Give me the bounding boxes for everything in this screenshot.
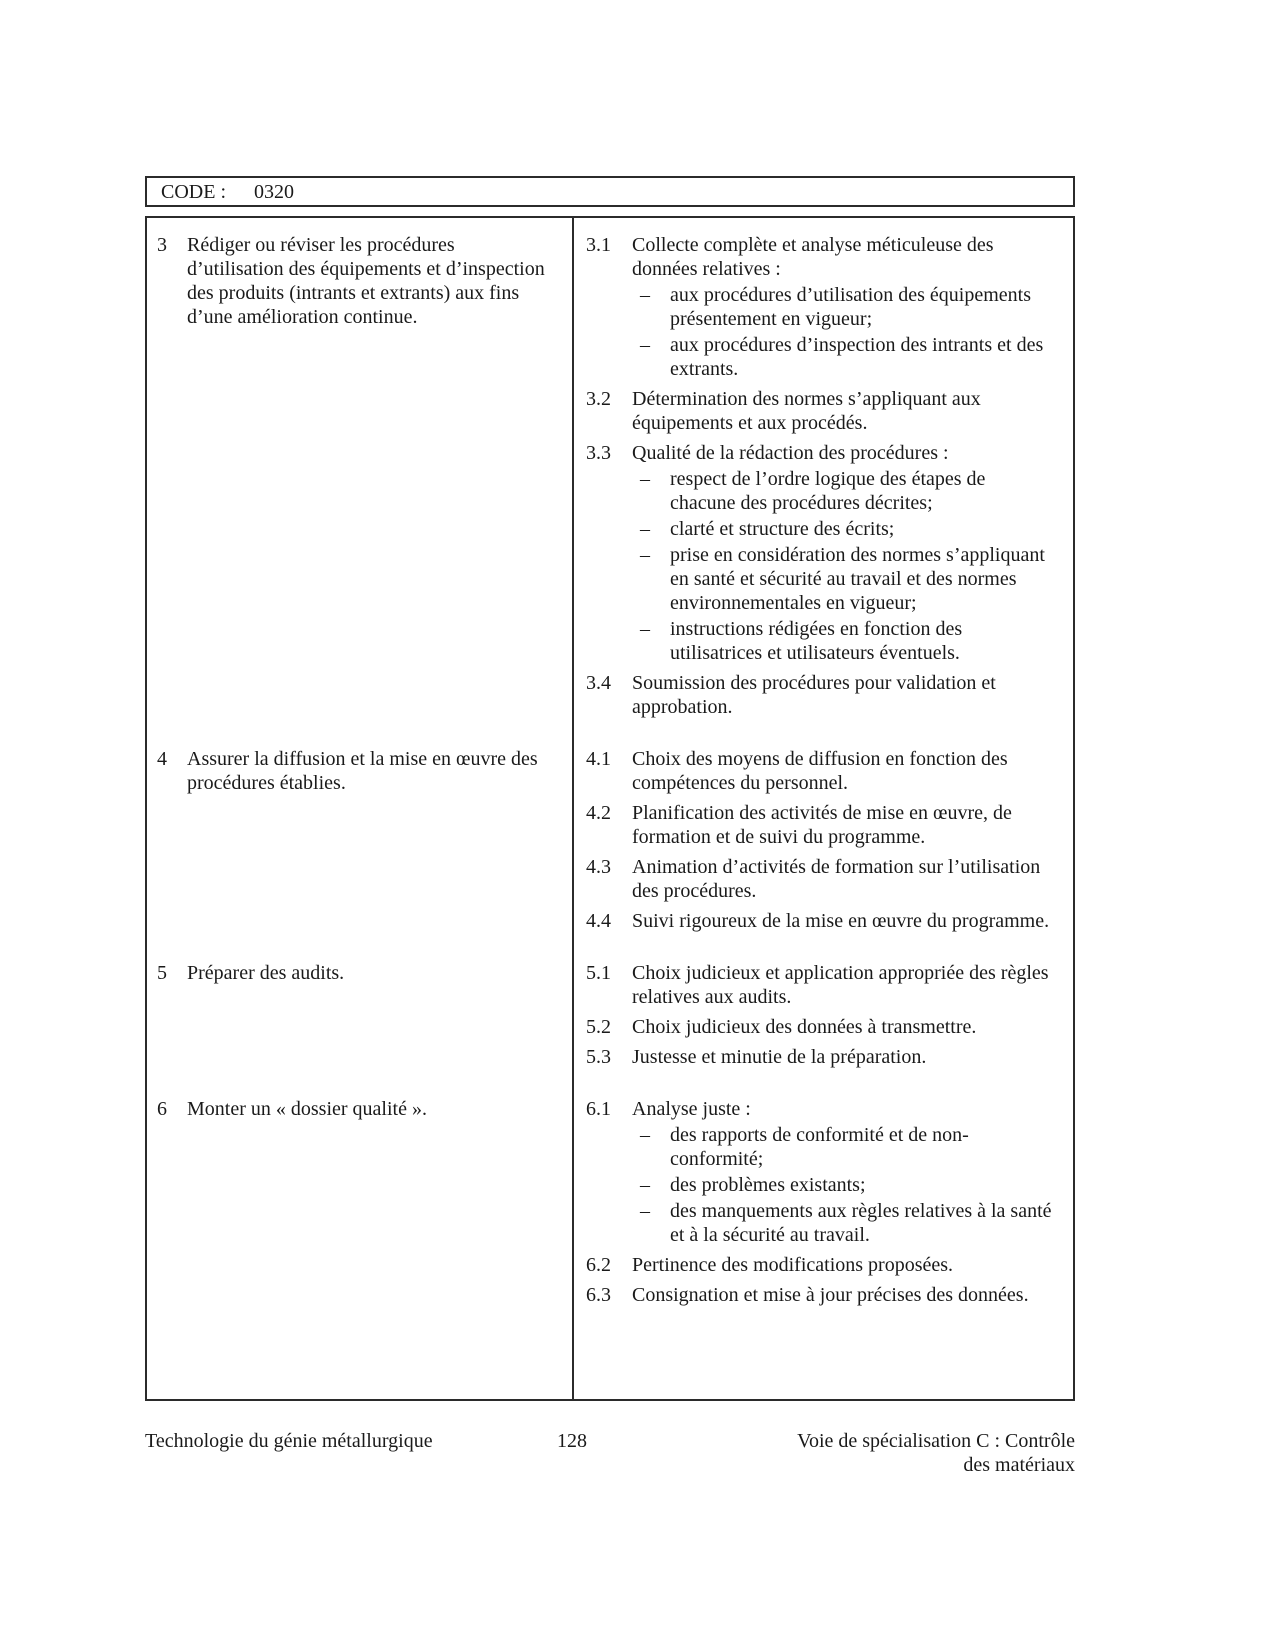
criterion-text: Choix des moyens de diffusion en fonction des compétences du personnel. bbox=[632, 748, 1008, 794]
bullet-text: aux procédures d’inspection des intrants et des extrants. bbox=[670, 334, 1044, 380]
bullet-text: instructions rédigées en fonction des utilisatrices et utilisateurs éventuels. bbox=[670, 618, 963, 664]
criterion-item bbox=[586, 671, 1055, 719]
dash-marker: – bbox=[640, 1200, 650, 1222]
bullet-item bbox=[632, 333, 1055, 381]
dash-marker: – bbox=[640, 1124, 650, 1146]
criterion-text: Détermination des normes s’appliquant aux équipements et aux procédés. bbox=[632, 388, 981, 434]
criterion-body bbox=[632, 387, 1055, 435]
task-cell bbox=[147, 961, 574, 1069]
criterion-text: Planification des activités de mise en œuvre, de formation et de suivi du programme. bbox=[632, 802, 1012, 848]
criterion-body bbox=[632, 909, 1055, 933]
criterion-number: 5.1 bbox=[586, 962, 611, 984]
task-text: Monter un « dossier qualité ». bbox=[187, 1098, 427, 1120]
criterion-body bbox=[632, 441, 1055, 665]
dash-marker: – bbox=[640, 468, 650, 490]
table-row bbox=[147, 747, 1073, 933]
criterion-number: 3.3 bbox=[586, 442, 611, 464]
code-label: CODE : bbox=[161, 180, 226, 203]
criterion-item bbox=[586, 1253, 1055, 1277]
bullet-text: des rapports de conformité et de non-conformité; bbox=[670, 1124, 969, 1170]
criterion-body bbox=[632, 1097, 1055, 1247]
criteria-table-body bbox=[147, 233, 1073, 1307]
criterion-number: 3.2 bbox=[586, 388, 611, 410]
bullet-item bbox=[632, 517, 1055, 541]
criterion-item bbox=[586, 747, 1055, 795]
criterion-number: 4.4 bbox=[586, 910, 611, 932]
criterion-number: 6.1 bbox=[586, 1098, 611, 1120]
code-value: 0320 bbox=[254, 180, 294, 203]
criterion-item bbox=[586, 387, 1055, 435]
task-text: Assurer la diffusion et la mise en œuvre des procédures établies. bbox=[187, 748, 538, 794]
footer-section-line1: Voie de spécialisation C : Contrôle bbox=[797, 1430, 1075, 1452]
dash-marker: – bbox=[640, 618, 650, 640]
criterion-body bbox=[632, 1015, 1055, 1039]
criterion-number: 6.3 bbox=[586, 1284, 611, 1306]
footer-section-title bbox=[775, 1429, 1075, 1477]
criterion-text: Analyse juste : bbox=[632, 1098, 751, 1120]
column-divider bbox=[572, 218, 574, 1399]
criterion-number: 4.1 bbox=[586, 748, 611, 770]
bullet-item bbox=[632, 1173, 1055, 1197]
table-row bbox=[147, 1097, 1073, 1307]
task-number: 3 bbox=[157, 234, 167, 256]
criterion-body bbox=[632, 1045, 1055, 1069]
criterion-text: Animation d’activités de formation sur l’utilisation des procédures. bbox=[632, 856, 1041, 902]
criterion-text: Qualité de la rédaction des procédures : bbox=[632, 442, 949, 464]
criterion-body bbox=[632, 671, 1055, 719]
dash-marker: – bbox=[640, 334, 650, 356]
document-page bbox=[145, 176, 1075, 1477]
criterion-number: 6.2 bbox=[586, 1254, 611, 1276]
bullet-text: aux procédures d’utilisation des équipements présentement en vigueur; bbox=[670, 284, 1032, 330]
criterion-item bbox=[586, 441, 1055, 665]
bullet-text: des problèmes existants; bbox=[670, 1174, 866, 1196]
criterion-body bbox=[632, 1253, 1055, 1277]
criteria-cell bbox=[574, 233, 1073, 719]
criteria-table bbox=[145, 216, 1075, 1401]
criteria-cell bbox=[574, 961, 1073, 1069]
criterion-text: Choix judicieux et application appropriée des règles relatives aux audits. bbox=[632, 962, 1049, 1008]
footer-page-number: 128 bbox=[557, 1430, 587, 1452]
bullet-item bbox=[632, 543, 1055, 615]
dash-marker: – bbox=[640, 544, 650, 566]
task-number: 4 bbox=[157, 748, 167, 770]
task-cell bbox=[147, 233, 574, 719]
task-text: Rédiger ou réviser les procédures d’utilisation des équipements et d’inspection des produits (intrants et extrants) aux fins d’une amélioration continue. bbox=[187, 234, 545, 328]
bullet-text: prise en considération des normes s’appliquant en santé et sécurité au travail et des normes environnementales en vigueur; bbox=[670, 544, 1045, 614]
bullet-item bbox=[632, 1123, 1055, 1171]
table-row bbox=[147, 961, 1073, 1069]
criterion-text: Consignation et mise à jour précises des données. bbox=[632, 1284, 1029, 1306]
criterion-body bbox=[632, 855, 1055, 903]
criterion-number: 5.3 bbox=[586, 1046, 611, 1068]
criteria-cell bbox=[574, 1097, 1073, 1307]
dash-marker: – bbox=[640, 284, 650, 306]
task-cell bbox=[147, 747, 574, 933]
criterion-item bbox=[586, 1045, 1055, 1069]
criterion-number: 4.3 bbox=[586, 856, 611, 878]
criterion-item bbox=[586, 909, 1055, 933]
criterion-item bbox=[586, 961, 1055, 1009]
dash-marker: – bbox=[640, 518, 650, 540]
task-text: Préparer des audits. bbox=[187, 962, 345, 984]
code-header-box bbox=[145, 176, 1075, 207]
criterion-body bbox=[632, 801, 1055, 849]
task-number: 6 bbox=[157, 1098, 167, 1120]
criterion-item bbox=[586, 1283, 1055, 1307]
criterion-number: 3.4 bbox=[586, 672, 611, 694]
criterion-item bbox=[586, 801, 1055, 849]
footer-section-line2: des matériaux bbox=[963, 1454, 1075, 1476]
page-footer bbox=[145, 1429, 1075, 1477]
task-cell bbox=[147, 1097, 574, 1307]
criterion-body bbox=[632, 1283, 1055, 1307]
bullet-item bbox=[632, 467, 1055, 515]
criterion-number: 5.2 bbox=[586, 1016, 611, 1038]
criteria-cell bbox=[574, 747, 1073, 933]
criterion-item bbox=[586, 855, 1055, 903]
criterion-number: 3.1 bbox=[586, 234, 611, 256]
bullet-item bbox=[632, 283, 1055, 331]
criterion-text: Pertinence des modifications proposées. bbox=[632, 1254, 954, 1276]
footer-document-title: Technologie du génie métallurgique bbox=[145, 1430, 433, 1452]
criterion-item bbox=[586, 1097, 1055, 1247]
bullet-text: clarté et structure des écrits; bbox=[670, 518, 895, 540]
criterion-text: Soumission des procédures pour validation et approbation. bbox=[632, 672, 996, 718]
criterion-text: Collecte complète et analyse méticuleuse des données relatives : bbox=[632, 234, 994, 280]
criterion-item bbox=[586, 1015, 1055, 1039]
criterion-text: Justesse et minutie de la préparation. bbox=[632, 1046, 927, 1068]
bullet-item bbox=[632, 617, 1055, 665]
criterion-number: 4.2 bbox=[586, 802, 611, 824]
criterion-body bbox=[632, 233, 1055, 381]
task-number: 5 bbox=[157, 962, 167, 984]
criterion-body bbox=[632, 747, 1055, 795]
bullet-item bbox=[632, 1199, 1055, 1247]
criterion-text: Choix judicieux des données à transmettre. bbox=[632, 1016, 977, 1038]
bullet-text: des manquements aux règles relatives à la santé et à la sécurité au travail. bbox=[670, 1200, 1052, 1246]
table-row bbox=[147, 233, 1073, 719]
criterion-body bbox=[632, 961, 1055, 1009]
criterion-item bbox=[586, 233, 1055, 381]
bullet-text: respect de l’ordre logique des étapes de chacune des procédures décrites; bbox=[670, 468, 986, 514]
criterion-text: Suivi rigoureux de la mise en œuvre du programme. bbox=[632, 910, 1050, 932]
dash-marker: – bbox=[640, 1174, 650, 1196]
